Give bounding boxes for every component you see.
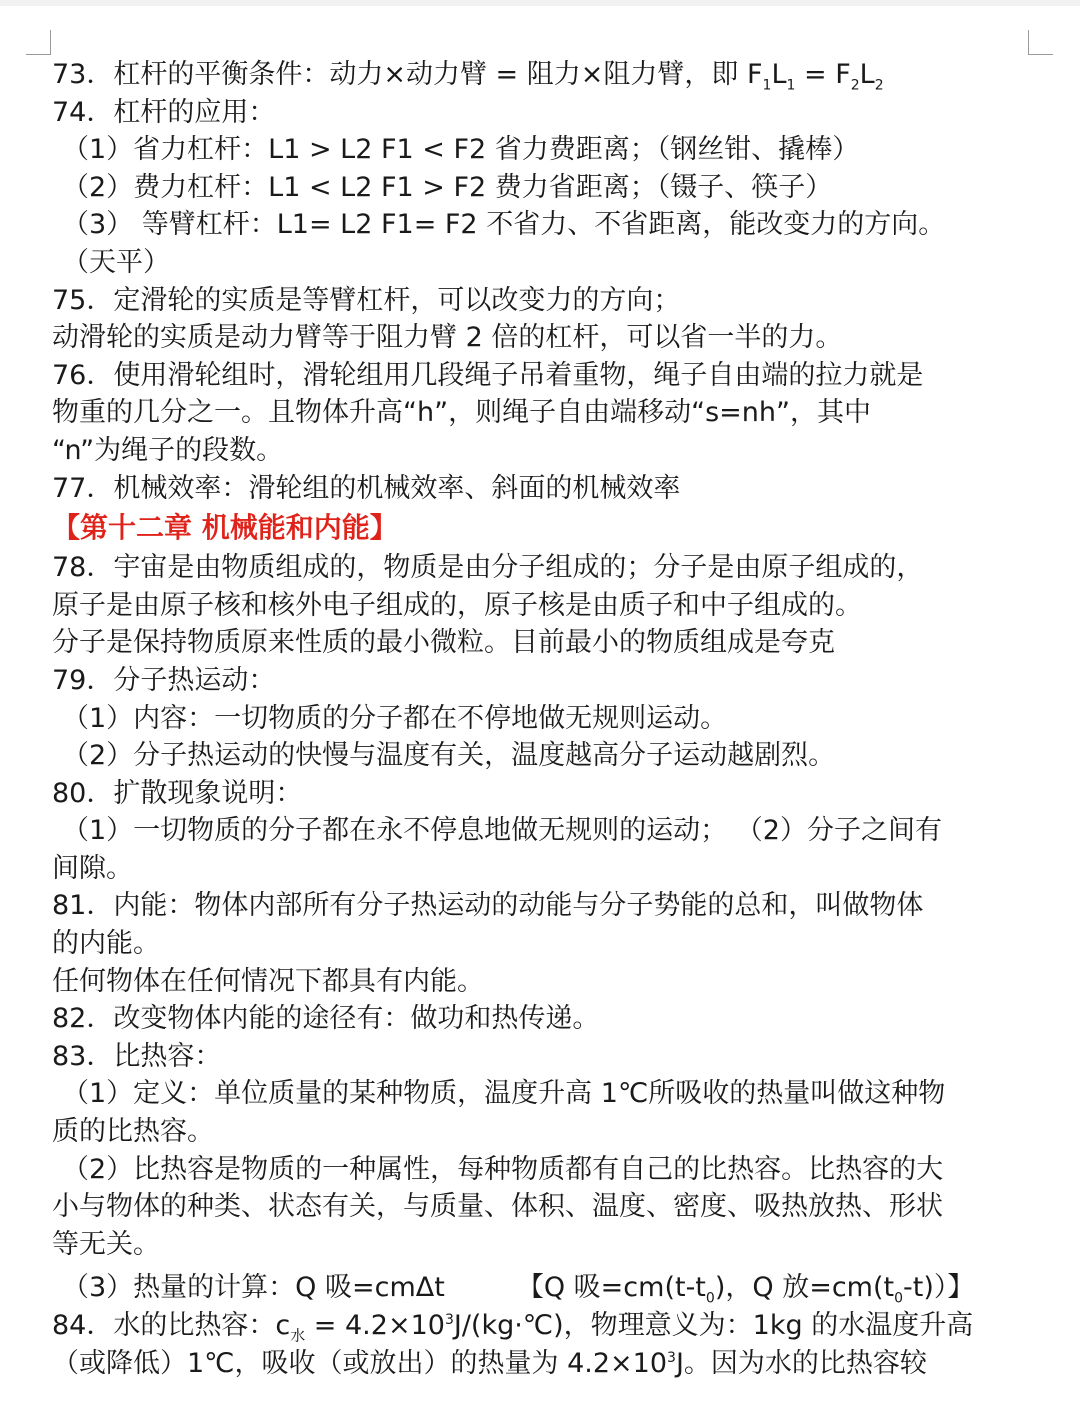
item-73-sub3: 2 bbox=[850, 77, 860, 94]
item-76-cont2: “n”为绳子的段数。 bbox=[52, 434, 284, 466]
heat-formula-bracket-b: )，Q 放=cm(t bbox=[714, 1272, 895, 1304]
item-77: 77．机械效率：滑轮组的机械效率、斜面的机械效率 bbox=[52, 472, 681, 504]
item-81-cont1: 的内能。 bbox=[52, 928, 160, 960]
item-79: 79．分子热运动： bbox=[52, 664, 276, 696]
item-84-sub-water: 水 bbox=[290, 1326, 306, 1345]
item-79-2: （2）分子热运动的快慢与温度有关，温度越高分子运动越剧烈。 bbox=[62, 740, 836, 772]
item-83: 83．比热容： bbox=[52, 1040, 222, 1072]
item-79-1: （1）内容：一切物质的分子都在不停地做无规则运动。 bbox=[62, 702, 728, 734]
item-73-text: 73．杠杆的平衡条件：动力×动力臂 = 阻力×阻力臂，即 F bbox=[52, 59, 763, 90]
item-84-text-c: J/(kg·℃)，物理意义为：1kg 的水温度升高 bbox=[453, 1310, 974, 1341]
item-84-cont-sup: 3 bbox=[667, 1349, 676, 1366]
item-80-1: （1）一切物质的分子都在永不停息地做无规则的运动； （2）分子之间有 bbox=[62, 815, 942, 847]
item-78-cont1: 原子是由原子核和核外电子组成的，原子核是由质子和中子组成的。 bbox=[52, 589, 862, 621]
item-78-cont2: 分子是保持物质原来性质的最小微粒。目前最小的物质组成是夸克 bbox=[52, 627, 835, 659]
item-76-cont1: 物重的几分之一。且物体升高“h”，则绳子自由端移动“s=nh”，其中 bbox=[52, 397, 871, 429]
item-73 bbox=[52, 56, 1036, 94]
item-74-1: （1）省力杠杆：L1 > L2 F1 < F2 省力费距离；（钢丝钳、撬棒） bbox=[62, 134, 860, 166]
item-84-text-b: = 4.2×10 bbox=[305, 1310, 445, 1341]
item-73-text-b: L bbox=[771, 59, 787, 90]
item-84-sup: 3 bbox=[444, 1312, 454, 1328]
item-84 bbox=[52, 1307, 1036, 1345]
item-83-1: （1）定义：单位质量的某种物质，温度升高 1℃所吸收的热量叫做这种物 bbox=[62, 1078, 946, 1110]
item-82: 82．改变物体内能的途径有：做功和热传递。 bbox=[52, 1003, 600, 1035]
chapter-heading: 【第十二章 机械能和内能】 bbox=[52, 511, 398, 545]
heat-formula-bracket-c: -t)）】 bbox=[903, 1272, 975, 1304]
item-83-3 bbox=[52, 1269, 1036, 1307]
item-83-2: （2）比热容是物质的一种属性，每种物质都有自己的比热容。比热容的大 bbox=[62, 1153, 944, 1185]
heat-formula-sub2: 0 bbox=[894, 1290, 904, 1307]
item-84-cont-text-b: J。因为水的比热容较 bbox=[675, 1347, 927, 1379]
top-band bbox=[0, 0, 1080, 6]
item-75: 75．定滑轮的实质是等臂杠杆，可以改变力的方向； bbox=[52, 284, 681, 316]
item-83-1-cont: 质的比热容。 bbox=[52, 1116, 214, 1148]
heat-formula-bracket-a: 【Q 吸=cm(t-t bbox=[516, 1272, 706, 1304]
item-84-cont bbox=[52, 1345, 1036, 1383]
page-corner-mark-right bbox=[1028, 30, 1053, 55]
item-73-sub1: 1 bbox=[762, 77, 772, 94]
item-83-2-cont1: 小与物体的种类、状态有关，与质量、体积、温度、密度、吸热放热、形状 bbox=[52, 1191, 943, 1223]
heat-formula-absorb: （3）热量的计算：Q 吸=cmΔt bbox=[62, 1272, 445, 1304]
item-78: 78．宇宙是由物质组成的，物质是由分子组成的；分子是由原子组成的， bbox=[52, 552, 924, 584]
heat-formula-sub1: 0 bbox=[705, 1290, 715, 1307]
item-81: 81．内能：物体内部所有分子热运动的动能与分子势能的总和，叫做物体 bbox=[52, 890, 924, 922]
item-83-2-cont2: 等无关。 bbox=[52, 1228, 160, 1260]
item-84-cont-text: （或降低）1℃，吸收（或放出）的热量为 4.2×10 bbox=[52, 1347, 668, 1379]
item-80-1-cont: 间隙。 bbox=[52, 852, 133, 884]
item-74-2: （2）费力杠杆：L1 < L2 F1 > F2 费力省距离；（镊子、筷子） bbox=[62, 171, 833, 203]
page-corner-mark-left bbox=[26, 30, 51, 55]
item-73-sub4: 2 bbox=[874, 77, 884, 94]
document-page bbox=[52, 56, 1036, 1382]
item-81-cont2: 任何物体在任何情况下都具有内能。 bbox=[52, 965, 484, 997]
item-74: 74．杠杆的应用： bbox=[52, 96, 276, 128]
item-73-sub2: 1 bbox=[786, 77, 796, 94]
item-74-3: （3） 等臂杠杆：L1= L2 F1= F2 不省力、不省距离，能改变力的方向。 bbox=[62, 209, 946, 241]
item-80: 80．扩散现象说明： bbox=[52, 777, 303, 809]
item-73-text-c: = F bbox=[795, 59, 851, 90]
item-73-text-d: L bbox=[859, 59, 875, 90]
item-84-text: 84．水的比热容：c bbox=[52, 1310, 291, 1341]
item-76: 76．使用滑轮组时，滑轮组用几段绳子吊着重物，绳子自由端的拉力就是 bbox=[52, 359, 924, 391]
item-74-3-cont: （天平） bbox=[62, 246, 170, 278]
item-75-cont: 动滑轮的实质是动力臂等于阻力臂 2 倍的杠杆，可以省一半的力。 bbox=[52, 322, 843, 354]
